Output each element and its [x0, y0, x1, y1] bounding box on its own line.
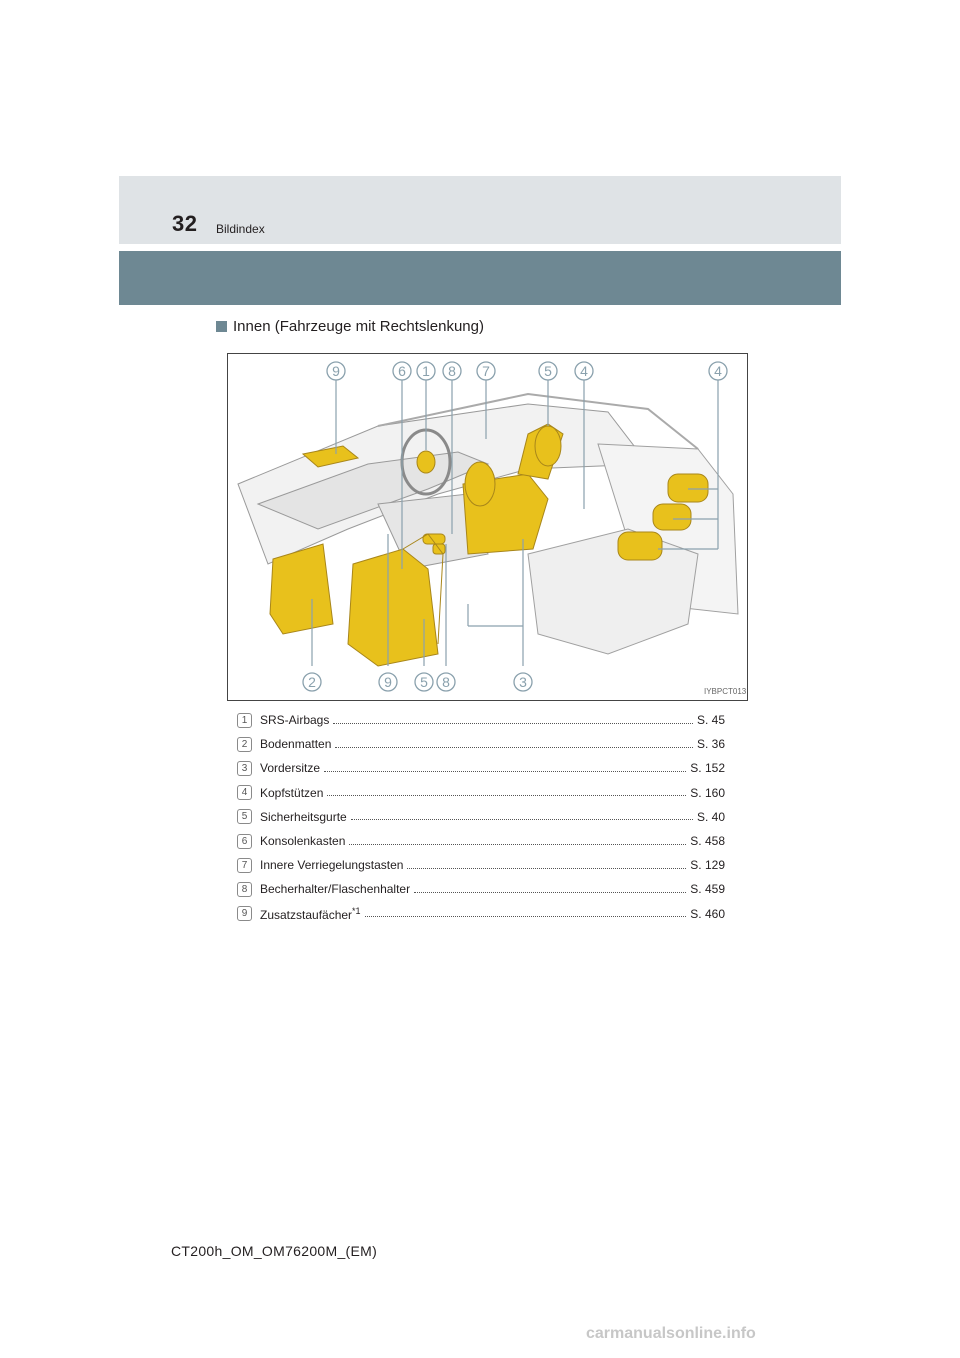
index-label-text: Zusatzstaufächer — [260, 907, 353, 922]
index-row-7[interactable] — [237, 853, 725, 877]
index-number: 3 — [237, 761, 252, 776]
index-label: Becherhalter/Flaschenhalter — [260, 882, 411, 897]
square-bullet-icon — [216, 321, 227, 332]
index-number: 5 — [237, 809, 252, 824]
leader-dots — [414, 892, 686, 893]
index-label: Bodenmatten — [260, 737, 332, 752]
index-label: Kopfstützen — [260, 785, 324, 800]
index-row-6[interactable] — [237, 829, 725, 853]
index-row-2[interactable] — [237, 732, 725, 756]
index-number: 6 — [237, 834, 252, 849]
title-bar — [119, 251, 841, 305]
index-number: 4 — [237, 785, 252, 800]
index-page-ref[interactable]: S. 129 — [690, 858, 725, 873]
index-row-9[interactable] — [237, 902, 725, 926]
callout-bottom-0: 2 — [308, 674, 316, 690]
index-page-ref[interactable]: S. 459 — [690, 882, 725, 897]
callout-bottom-1: 9 — [384, 674, 392, 690]
index-label — [260, 906, 361, 922]
callout-bottom-4: 3 — [519, 674, 527, 690]
watermark: carmanualsonline.info — [586, 1325, 756, 1342]
floor-mat-highlight — [270, 544, 333, 634]
index-label: Konsolenkasten — [260, 834, 346, 849]
index-number: 2 — [237, 737, 252, 752]
leader-dots — [349, 844, 686, 845]
index-number: 8 — [237, 882, 252, 897]
subheading — [216, 318, 484, 335]
image-code: IYBPCT013 — [704, 687, 747, 696]
index-number: 1 — [237, 713, 252, 728]
leader-dots — [327, 795, 686, 796]
index-label: SRS-Airbags — [260, 713, 330, 728]
callout-bottom-3: 8 — [442, 674, 450, 690]
page-number: 32 — [172, 211, 198, 236]
leader-dots — [335, 747, 693, 748]
callout-top-1: 6 — [398, 363, 406, 379]
callout-top-0: 9 — [332, 363, 340, 379]
index-list — [237, 708, 725, 926]
index-label: Innere Verriegelungstasten — [260, 858, 404, 873]
section-title: Bildindex — [216, 222, 265, 236]
callout-top-3: 8 — [448, 363, 456, 379]
index-row-8[interactable] — [237, 877, 725, 901]
index-row-5[interactable] — [237, 805, 725, 829]
index-number: 7 — [237, 858, 252, 873]
interior-drawing — [228, 354, 748, 701]
leader-dots — [407, 868, 686, 869]
leader-dots — [324, 771, 686, 772]
callout-top-2: 1 — [422, 363, 430, 379]
index-page-ref[interactable]: S. 40 — [696, 809, 725, 824]
index-row-4[interactable] — [237, 781, 725, 805]
callout-bottom-2: 5 — [420, 674, 428, 690]
interior-illustration — [227, 353, 748, 701]
subheading-text: Innen (Fahrzeuge mit Rechtslenkung) — [233, 318, 484, 335]
leader-dots — [333, 723, 693, 724]
document-code: CT200h_OM_OM76200M_(EM) — [171, 1243, 378, 1259]
index-page-ref[interactable]: S. 460 — [690, 906, 725, 921]
index-page-ref[interactable]: S. 152 — [690, 761, 725, 776]
leader-dots — [351, 819, 693, 820]
index-page-ref[interactable]: S. 36 — [696, 737, 725, 752]
index-number: 9 — [237, 906, 252, 921]
callout-top-7: 4 — [714, 363, 722, 379]
index-page-ref[interactable]: S. 458 — [690, 834, 725, 849]
callout-top-6: 4 — [580, 363, 588, 379]
footnote-marker: *1 — [352, 905, 361, 916]
callout-top-4: 7 — [482, 363, 490, 379]
index-row-1[interactable] — [237, 708, 725, 732]
index-page-ref[interactable]: S. 160 — [690, 785, 725, 800]
index-row-3[interactable] — [237, 756, 725, 780]
index-page-ref[interactable]: S. 45 — [696, 713, 725, 728]
index-label: Vordersitze — [260, 761, 321, 776]
leader-dots — [365, 916, 687, 917]
index-label: Sicherheitsgurte — [260, 809, 347, 824]
callout-top-5: 5 — [544, 363, 552, 379]
